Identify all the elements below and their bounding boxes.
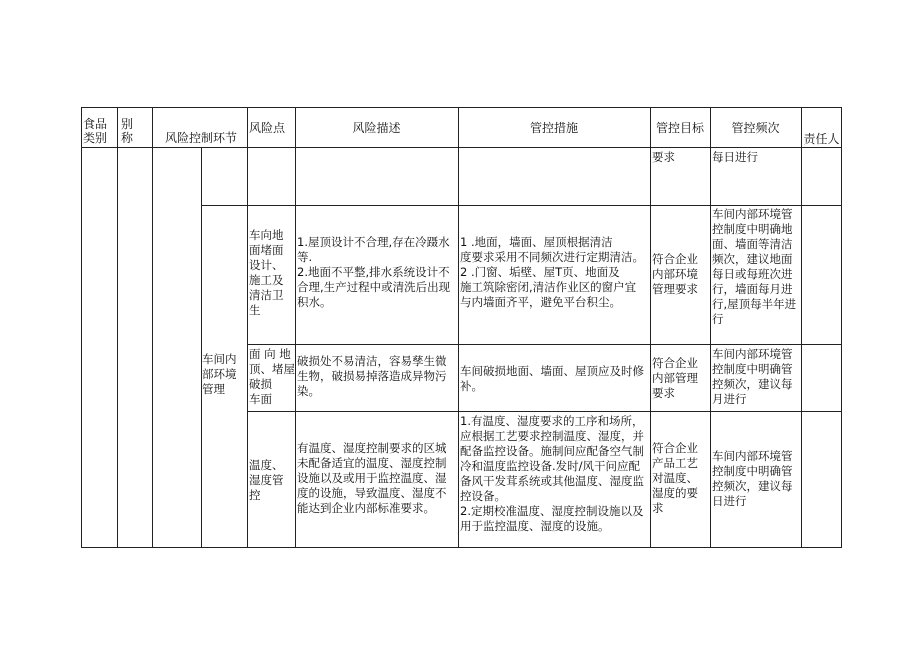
header-responsible-person: 责任人 <box>803 132 840 146</box>
row3-control-frequency: 车间内部环境管 控制度中明确管 控频次，建议每 月进行 <box>712 347 793 406</box>
header-control-link: 风险控制环节 <box>165 131 238 145</box>
col-line-3b <box>201 147 202 548</box>
category-workshop-environment: 车间内 部环境 管理 <box>202 352 237 396</box>
table-border-top <box>81 107 842 108</box>
row2-control-measures: 1 .地面，墙面、屋顶根据清洁 度要求采用不同频次进行定期清洁。 2 .门窗、垢壁、屋T页、地面及 施工筑除密闭,清洁作业区的窗户宜 与内墙面齐平，避免平台积尘。 <box>460 235 644 309</box>
row2-risk-point: 车向地 面堵面 设计、 施工及 清洁卫 生 <box>249 228 284 317</box>
col-line-3 <box>152 107 153 548</box>
col-line-2 <box>117 107 118 548</box>
row3-bottom-line <box>247 411 842 412</box>
row2-control-frequency: 车间内部环境管 控制度中明确地 面、墙面等清洁 频次，建议地面 每日或每班次进 行，墙面每月进 行,屋顶每半年进 行 <box>712 207 797 326</box>
header-control-frequency: 管控频次 <box>731 121 780 135</box>
header-risk-point: 风险点 <box>249 121 286 135</box>
table-border-left <box>81 107 82 548</box>
row2-bottom-line <box>247 344 842 345</box>
col-line-7 <box>650 107 651 548</box>
col-line-5 <box>295 107 296 548</box>
row1-control-target: 要求 <box>652 150 675 164</box>
row1-bottom-line <box>201 205 842 206</box>
row4-control-measures: 1.有温度、湿度要求的工序和场所， 应根据工艺要求控制温度、湿度，并 配备监控设备。施制间应配备空气制 冷和温度监控设备.发时/风干问应配 备风干发茸系统或其他温度、湿度监 控设备。 2.定期校准温度、湿度控制设施以及 用于监控温度、湿度的设施。 <box>460 414 644 533</box>
table-border-bottom <box>81 547 842 548</box>
row1-control-frequency: 每日进行 <box>712 150 758 164</box>
row2-control-target: 符合企业 内部环境 管理要求 <box>652 252 698 296</box>
header-alias: 别 称 <box>121 117 134 145</box>
row3-risk-point: 面 向 地 顶、堵屋 破损 车面 <box>249 347 295 406</box>
header-bottom-line <box>81 147 842 148</box>
row2-risk-description: 1.屋顶设计不合理,存在冷蹑水 等. 2.地面不平整,排水系统设计不 合理,生产过程中或清洗后出现 积水。 <box>297 235 451 309</box>
row3-risk-description: 破损处不易清洁，容易孳生微 生物，破损易掉落造成异物污 染。 <box>297 354 447 398</box>
row4-risk-point: 温度、 湿度管 控 <box>249 458 284 502</box>
row4-control-frequency: 车间内部环境管 控制度中明确管 控频次，建议每 日进行 <box>712 449 793 508</box>
header-food-category: 食品 类别 <box>83 117 108 145</box>
row4-control-target: 符合企业 产品工艺 对温度、 湿度的要 求 <box>652 441 698 515</box>
table-border-right <box>841 107 842 548</box>
row3-control-target: 符合企业 内部管理 要求 <box>652 356 698 400</box>
row3-control-measures: 车间破损地面、墙面、屋顶应及时修 补。 <box>460 364 644 393</box>
col-line-9 <box>801 107 802 548</box>
col-line-8 <box>710 107 711 548</box>
header-control-measures: 管控措施 <box>529 121 578 135</box>
header-risk-description: 风险描述 <box>352 121 401 135</box>
row4-risk-description: 有温度、湿度控制要求的区城 未配备适宜的温度、湿度控制 设施以及或用于监控温度、湿 度的设施，导致温度、湿度不 能达到企业内部标准要求。 <box>297 441 447 515</box>
col-line-4 <box>247 107 248 548</box>
header-control-target: 管控目标 <box>655 121 704 135</box>
